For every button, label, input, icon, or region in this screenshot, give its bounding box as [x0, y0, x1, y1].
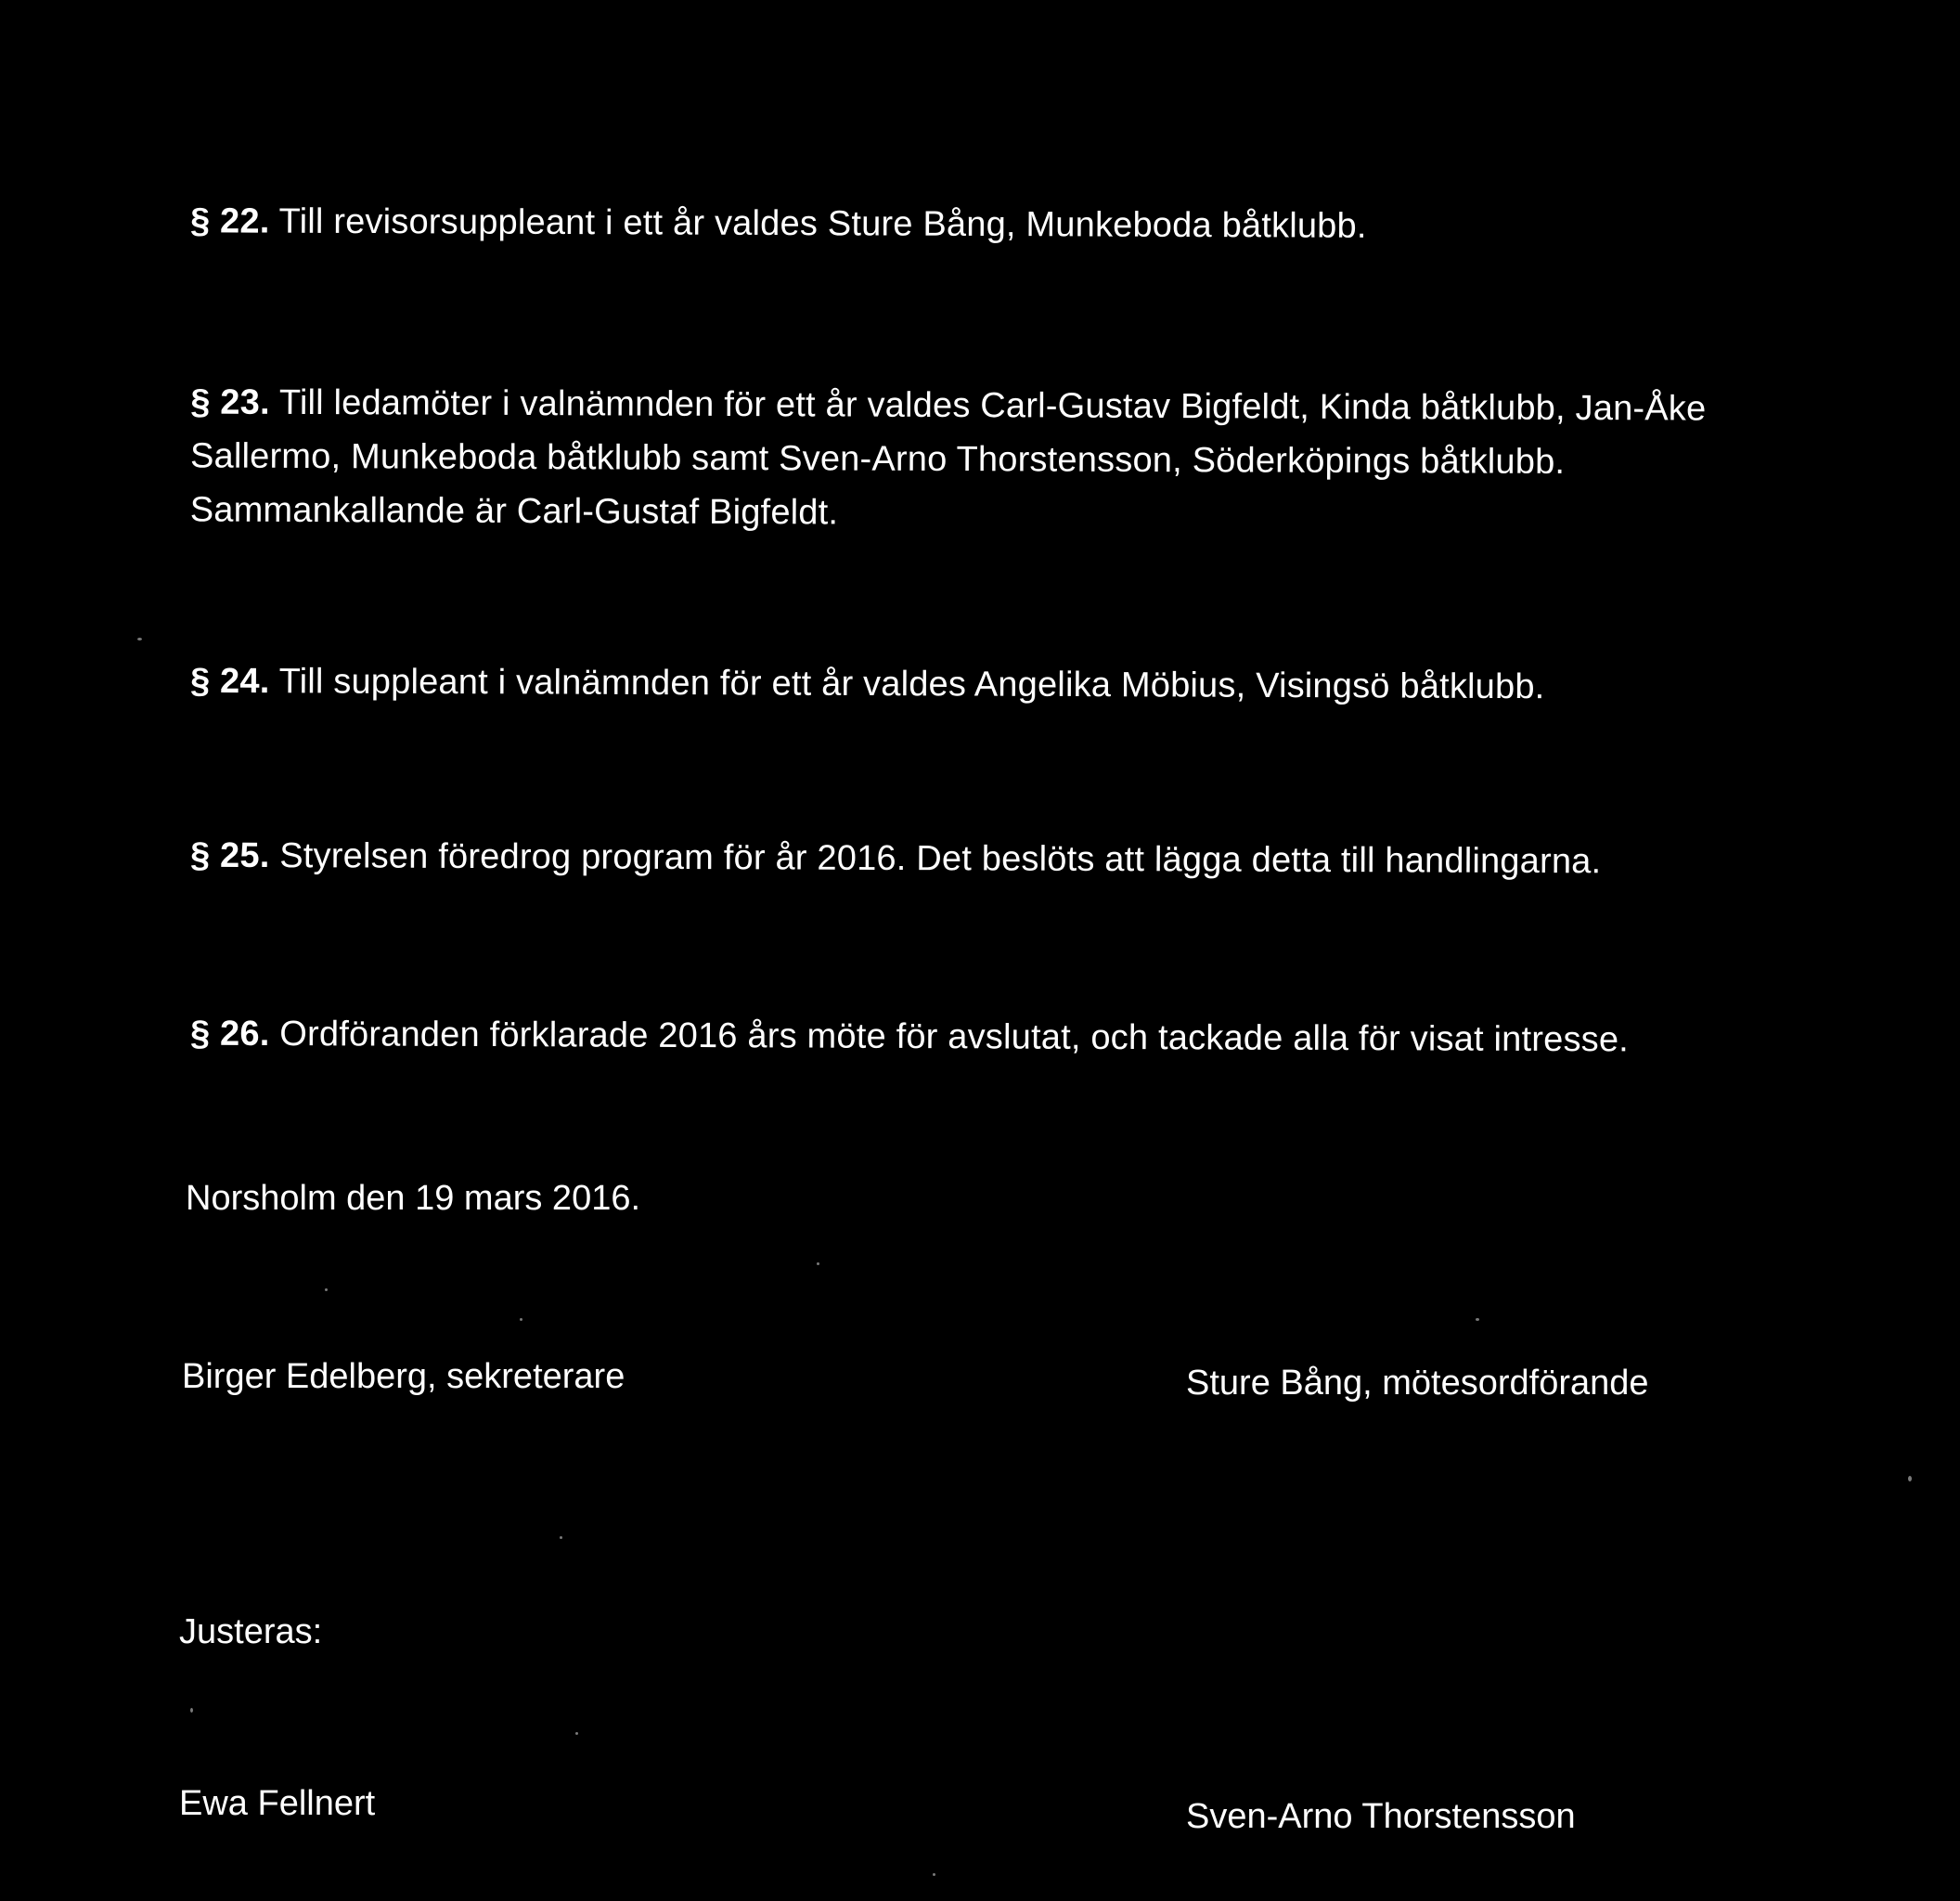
paragraph-26: [190, 1007, 1629, 1067]
scan-speck: [520, 1318, 522, 1321]
paragraph-text: Styrelsen föredrog program för år 2016. Det beslöts att lägga detta till handlingarna.: [279, 836, 1602, 882]
paragraph-text: Ordföranden förklarade 2016 års möte för avslutat, och tackade alla för visat intresse.: [279, 1015, 1630, 1060]
paragraph-text: Till revisorsuppleant i ett år valdes Sture Bång, Munkeboda båtklubb.: [278, 201, 1367, 246]
scan-speck: [817, 1262, 819, 1265]
paragraph-23: [190, 375, 1707, 543]
paragraph-text: Till ledamöter i valnämnden för ett år valdes Carl-Gustav Bigfeldt, Kinda båtklubb, Jan-Åke: [278, 382, 1707, 429]
scan-speck: [560, 1536, 562, 1539]
paragraph-24: [190, 654, 1545, 714]
paragraph-number: § 23.: [190, 382, 270, 422]
paragraph-number: § 22.: [189, 201, 270, 241]
scan-speck: [1908, 1476, 1912, 1481]
paragraph-text: Sallermo, Munkeboda båtklubb samt Sven-Arno Thorstensson, Söderköpings båtklubb.: [189, 436, 1566, 482]
signature-chair: Sture Bång, mötesordförande: [1186, 1364, 1649, 1403]
paragraph-text: Till suppleant i valnämnden för ett år valdes Angelika Möbius, Visingsö båtklubb.: [278, 662, 1545, 707]
place-date: Norsholm den 19 mars 2016.: [186, 1179, 641, 1218]
paragraph-number: § 24.: [189, 661, 270, 702]
scan-speck: [575, 1732, 578, 1735]
paragraph-text: Sammankallande är Carl-Gustaf Bigfeldt.: [189, 490, 839, 533]
paragraph-25: [190, 829, 1602, 889]
paragraph-number: § 26.: [189, 1014, 270, 1054]
signature-adjuster-left: Ewa Fellnert: [179, 1784, 376, 1823]
justeras-label: Justeras:: [179, 1612, 323, 1651]
scan-speck: [190, 1708, 193, 1713]
signature-adjuster-right: Sven-Arno Thorstensson: [1186, 1797, 1576, 1836]
paragraph-22: [190, 194, 1367, 253]
paragraph-number: § 25.: [189, 835, 270, 876]
scan-speck: [137, 638, 142, 640]
signature-secretary: Birger Edelberg, sekreterare: [182, 1357, 625, 1396]
scan-speck: [1476, 1318, 1479, 1321]
scan-speck: [325, 1288, 328, 1291]
scan-speck: [933, 1873, 935, 1876]
